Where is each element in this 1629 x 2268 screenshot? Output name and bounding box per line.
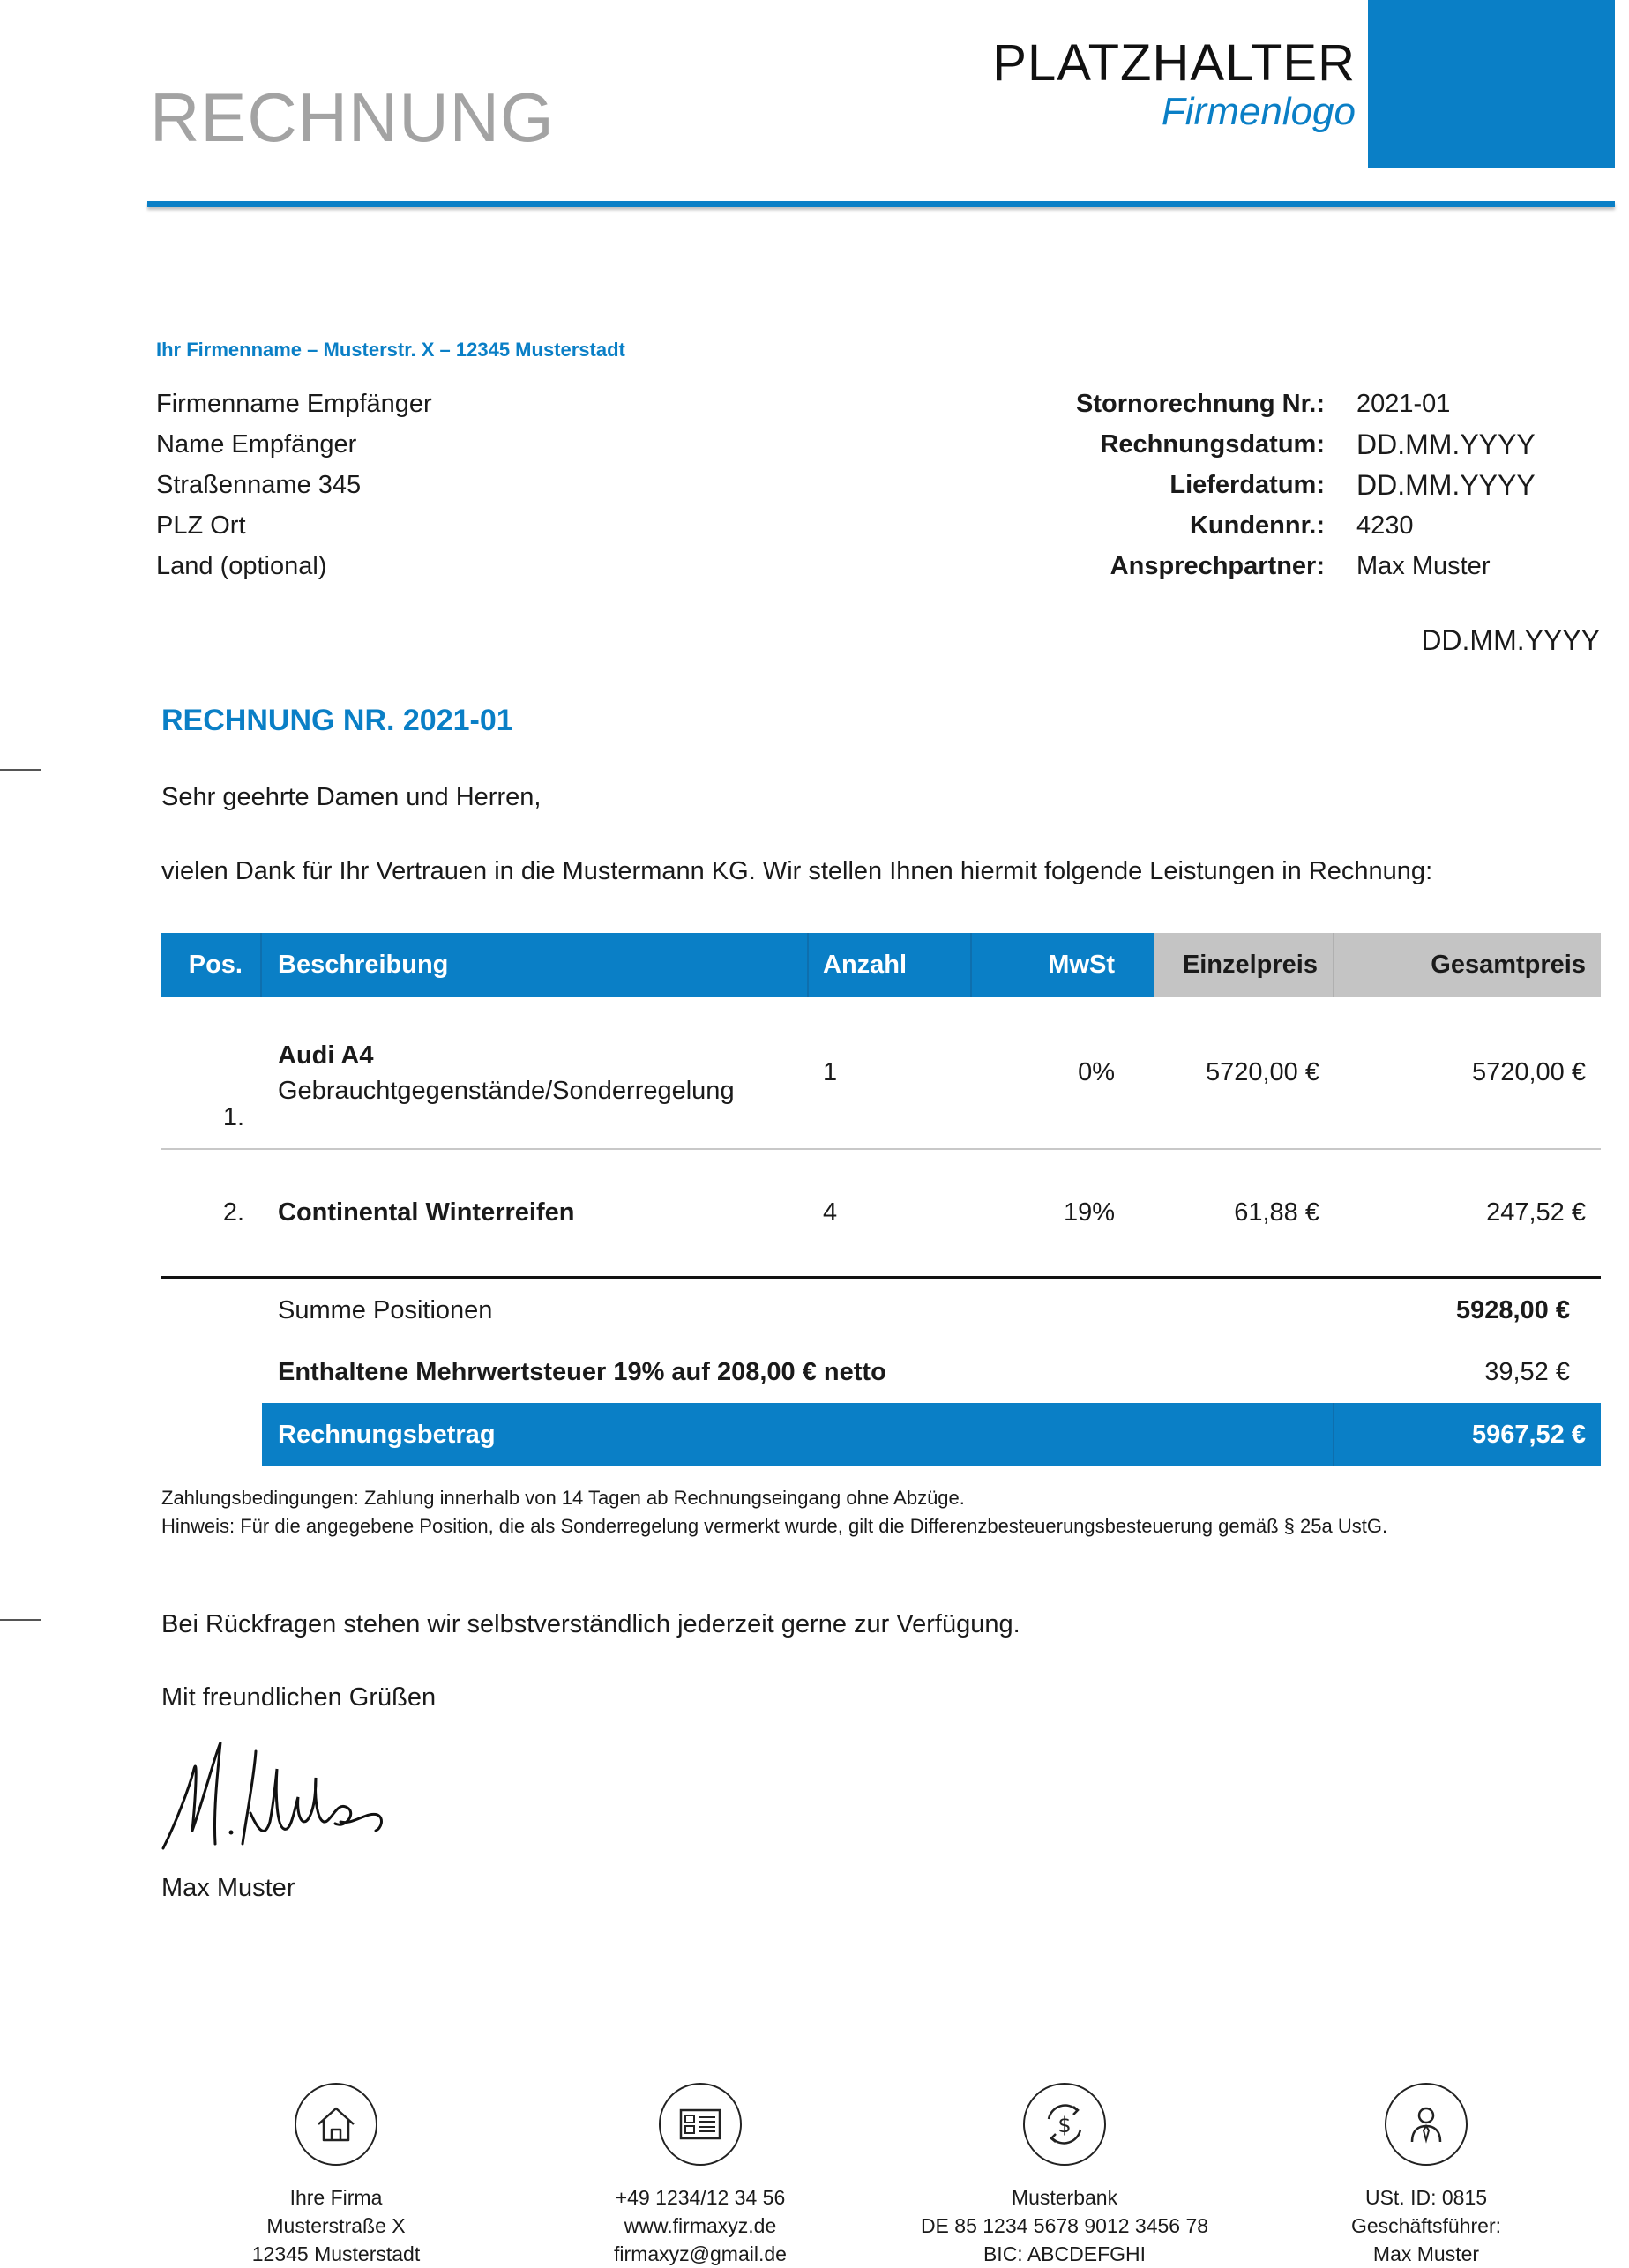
meta-row-contact-person: [1005, 546, 1629, 586]
document-title: RECHNUNG: [150, 78, 555, 156]
vat-value: 39,52 €: [1484, 1357, 1570, 1386]
payment-notes: [161, 1484, 1387, 1541]
house-icon: [295, 2083, 377, 2166]
salutation: Sehr geehrte Damen und Herren,: [161, 783, 542, 811]
vat-label: Enthaltene Mehrwertsteuer 19% auf 208,00 € netto: [278, 1357, 886, 1386]
meta-value: DD.MM.YYYY: [1356, 428, 1536, 460]
item-title: Continental Winterreifen: [278, 1198, 575, 1227]
table-row: [161, 1150, 1601, 1279]
meta-label: Ansprechpartner:: [1110, 551, 1325, 580]
table-header: [161, 933, 1601, 997]
meta-row-customer-number: [1005, 505, 1629, 546]
payment-terms: Zahlungsbedingungen: Zahlung innerhalb von 14 Tagen ab Rechnungseingang ohne Abzüge.: [161, 1487, 965, 1509]
recipient-line: Name Empfänger: [156, 430, 357, 459]
footer-line: +49 1234/12 34 56: [615, 2186, 786, 2209]
subtotal-row: [161, 1279, 1601, 1341]
table-row: [161, 997, 1601, 1150]
meta-value: 2021-01: [1356, 389, 1451, 418]
meta-row-invoice-date: [1005, 424, 1629, 465]
recipient-line: PLZ Ort: [156, 511, 246, 540]
footer-line: Musterbank: [1011, 2186, 1118, 2209]
contact-card-icon: [659, 2083, 742, 2166]
cell-vat: 19%: [1063, 1198, 1115, 1227]
manager-icon: [1385, 2083, 1468, 2166]
footer-line: Ihre Firma: [289, 2186, 383, 2209]
column-header-unit-price: Einzelpreis: [1154, 933, 1334, 997]
meta-value: Max Muster: [1356, 551, 1491, 580]
header-divider: [147, 201, 1615, 207]
invoice-table: [161, 933, 1601, 1466]
recipient-line: Straßenname 345: [156, 471, 362, 499]
grand-total-value: 5967,52 €: [1471, 1420, 1586, 1449]
footer-bank: [897, 2083, 1232, 2268]
column-header-vat: MwSt: [972, 933, 1154, 997]
cell-pos: 2.: [222, 1198, 244, 1227]
grand-total-label: Rechnungsbetrag: [262, 1403, 1334, 1466]
subtotal-label: Summe Positionen: [278, 1295, 493, 1324]
footer-line: 12345 Musterstadt: [251, 2242, 421, 2265]
recipient-address: [156, 384, 432, 586]
footer-line: Max Muster: [1372, 2242, 1480, 2265]
cell-quantity: 4: [823, 1198, 838, 1227]
meta-label: Kundennr.:: [1189, 511, 1325, 540]
cell-vat: 0%: [1078, 1058, 1115, 1086]
grand-total-row: [262, 1403, 1601, 1466]
meta-row-invoice-number: [1005, 384, 1629, 424]
fold-mark: [0, 769, 41, 771]
footer-line: Geschäftsführer:: [1350, 2214, 1502, 2237]
fold-mark: [0, 1619, 41, 1621]
cell-unit-price: 5720,00 €: [1205, 1058, 1319, 1086]
column-header-total-price: Gesamtpreis: [1334, 933, 1601, 997]
footer-line: USt. ID: 0815: [1364, 2186, 1488, 2209]
recipient-line: Firmenname Empfänger: [156, 390, 432, 418]
meta-label: Rechnungsdatum:: [1100, 429, 1325, 459]
cell-pos: 1.: [222, 1103, 244, 1131]
cell-total-price: 5720,00 €: [1471, 1058, 1586, 1086]
invoice-heading: RECHNUNG NR. 2021-01: [161, 704, 513, 737]
logo-placeholder-text: PLATZHALTER: [992, 34, 1356, 92]
tax-hint: Hinweis: Für die angegebene Position, die als Sonderregelung vermerkt wurde, gilt die Differenzbesteuerungsbesteuerung gemäß § 25a UstG.: [161, 1515, 1388, 1537]
footer-line: firmaxyz@gmail.de: [614, 2242, 787, 2265]
footer-company: [168, 2083, 504, 2268]
document-date: DD.MM.YYYY: [1421, 624, 1600, 656]
subtotal-value: 5928,00 €: [1455, 1295, 1570, 1324]
meta-row-delivery-date: [1005, 465, 1629, 505]
sender-address-line: Ihr Firmenname – Musterstr. X – 12345 Musterstadt: [156, 339, 625, 361]
vat-row: [161, 1341, 1601, 1403]
meta-value: DD.MM.YYYY: [1356, 468, 1536, 501]
cell-total-price: 247,52 €: [1486, 1198, 1586, 1227]
meta-label: Lieferdatum:: [1169, 470, 1325, 499]
meta-label: Stornorechnung Nr.:: [1076, 389, 1325, 418]
regards: Mit freundlichen Grüßen: [161, 1683, 437, 1712]
footer-line: Musterstraße X: [266, 2214, 406, 2237]
footer-line: DE 85 1234 5678 9012 3456 78: [920, 2214, 1209, 2237]
signature-image: [159, 1734, 397, 1857]
footer-contact: [533, 2083, 868, 2268]
svg-text:$: $: [1057, 2113, 1072, 2137]
footer-line: www.firmaxyz.de: [624, 2214, 777, 2237]
invoice-meta: [1005, 384, 1629, 586]
cell-unit-price: 61,88 €: [1234, 1198, 1319, 1227]
column-header-quantity: Anzahl: [809, 933, 972, 997]
closing-text: Bei Rückfragen stehen wir selbstverständlich jederzeit gerne zur Verfügung.: [161, 1610, 1020, 1638]
signer-name: Max Muster: [161, 1874, 295, 1902]
footer-line: BIC: ABCDEFGHI: [983, 2242, 1147, 2265]
money-exchange-icon: [1023, 2083, 1106, 2166]
recipient-line: Land (optional): [156, 552, 327, 580]
cell-description: [262, 997, 809, 1148]
meta-value: 4230: [1356, 511, 1414, 540]
item-title: Audi A4: [278, 1041, 374, 1070]
column-header-pos: Pos.: [161, 933, 262, 997]
cell-quantity: 1: [823, 1058, 838, 1086]
intro-text: vielen Dank für Ihr Vertrauen in die Mustermann KG. Wir stellen Ihnen hiermit folgende Leistungen in Rechnung:: [161, 857, 1433, 885]
column-header-description: Beschreibung: [262, 933, 809, 997]
logo-color-block: [1368, 0, 1615, 168]
footer-tax-management: [1259, 2083, 1594, 2268]
logo-placeholder-subtext: Firmenlogo: [1161, 90, 1356, 133]
item-subtitle: Gebrauchtgegenstände/Sonderregelung: [278, 1076, 735, 1105]
